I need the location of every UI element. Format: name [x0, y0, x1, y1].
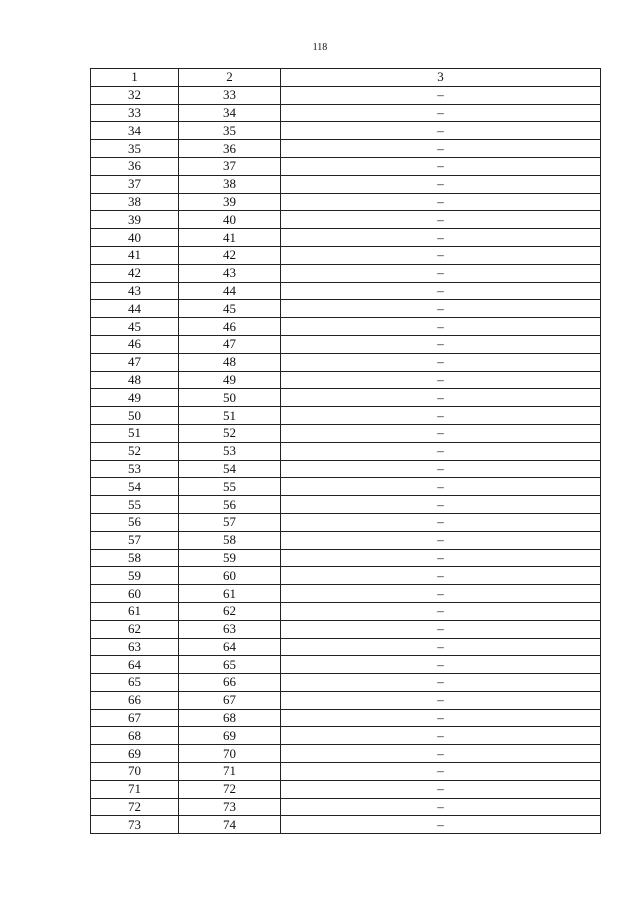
table-cell-col-1: 35: [91, 140, 179, 158]
table-row: [91, 780, 601, 798]
table-cell-col-2: 51: [179, 407, 281, 425]
table-cell-col-3: –: [281, 763, 601, 781]
table-row: [91, 407, 601, 425]
table-row: [91, 246, 601, 264]
table-cell-col-3: –: [281, 496, 601, 514]
table-row: [91, 513, 601, 531]
table-row: [91, 460, 601, 478]
table-cell-col-2: 67: [179, 691, 281, 709]
table-cell-col-3: –: [281, 691, 601, 709]
column-header-1: 1: [91, 69, 179, 87]
table-cell-col-1: 54: [91, 478, 179, 496]
table-row: [91, 549, 601, 567]
table-cell-col-1: 46: [91, 335, 179, 353]
table-cell-col-1: 55: [91, 496, 179, 514]
table-row: [91, 638, 601, 656]
table-cell-col-3: –: [281, 264, 601, 282]
table-row: [91, 211, 601, 229]
table-row: [91, 691, 601, 709]
table-cell-col-3: –: [281, 175, 601, 193]
table-cell-col-3: –: [281, 353, 601, 371]
table-cell-col-2: 38: [179, 175, 281, 193]
table-cell-col-1: 73: [91, 816, 179, 834]
table-cell-col-2: 40: [179, 211, 281, 229]
table-cell-col-2: 41: [179, 229, 281, 247]
table-row: [91, 763, 601, 781]
table-cell-col-2: 63: [179, 620, 281, 638]
table-row: [91, 229, 601, 247]
table-cell-col-1: 58: [91, 549, 179, 567]
table-row: [91, 567, 601, 585]
table-row: [91, 264, 601, 282]
table-row: [91, 656, 601, 674]
table-cell-col-2: 74: [179, 816, 281, 834]
table-cell-col-2: 39: [179, 193, 281, 211]
table-cell-col-1: 61: [91, 602, 179, 620]
table-cell-col-3: –: [281, 745, 601, 763]
table-cell-col-2: 42: [179, 246, 281, 264]
table-cell-col-2: 70: [179, 745, 281, 763]
table-cell-col-3: –: [281, 407, 601, 425]
table-cell-col-1: 68: [91, 727, 179, 745]
table-cell-col-2: 66: [179, 674, 281, 692]
table-cell-col-3: –: [281, 140, 601, 158]
page-number: 118: [312, 42, 328, 53]
table-cell-col-3: –: [281, 335, 601, 353]
table-cell-col-1: 69: [91, 745, 179, 763]
table-cell-col-3: –: [281, 193, 601, 211]
column-header-3: 3: [281, 69, 601, 87]
table-row: [91, 157, 601, 175]
table-cell-col-3: –: [281, 389, 601, 407]
table-cell-col-2: 55: [179, 478, 281, 496]
table-row: [91, 122, 601, 140]
table-row: [91, 104, 601, 122]
table-cell-col-2: 59: [179, 549, 281, 567]
table-cell-col-1: 43: [91, 282, 179, 300]
table-row: [91, 674, 601, 692]
table-row: [91, 478, 601, 496]
table-cell-col-3: –: [281, 620, 601, 638]
table-cell-col-3: –: [281, 104, 601, 122]
table-cell-col-3: –: [281, 780, 601, 798]
table-cell-col-1: 34: [91, 122, 179, 140]
table-cell-col-2: 56: [179, 496, 281, 514]
table-row: [91, 709, 601, 727]
table-cell-col-2: 72: [179, 780, 281, 798]
table-cell-col-1: 36: [91, 157, 179, 175]
table-cell-col-1: 63: [91, 638, 179, 656]
table-cell-col-1: 32: [91, 86, 179, 104]
table-cell-col-2: 61: [179, 585, 281, 603]
table-body: [91, 86, 601, 833]
table-cell-col-3: –: [281, 122, 601, 140]
table-cell-col-2: 46: [179, 318, 281, 336]
table-cell-col-1: 60: [91, 585, 179, 603]
table-row: [91, 531, 601, 549]
table-cell-col-3: –: [281, 513, 601, 531]
table-cell-col-2: 57: [179, 513, 281, 531]
table-cell-col-1: 71: [91, 780, 179, 798]
table-row: [91, 86, 601, 104]
table-cell-col-2: 35: [179, 122, 281, 140]
table-cell-col-1: 49: [91, 389, 179, 407]
table-cell-col-2: 50: [179, 389, 281, 407]
table-cell-col-1: 52: [91, 442, 179, 460]
table-cell-col-3: –: [281, 282, 601, 300]
table-cell-col-2: 71: [179, 763, 281, 781]
table-cell-col-1: 37: [91, 175, 179, 193]
table-row: [91, 442, 601, 460]
table-row: [91, 389, 601, 407]
table-row: [91, 282, 601, 300]
table-cell-col-3: –: [281, 211, 601, 229]
table-cell-col-3: –: [281, 709, 601, 727]
table-cell-col-3: –: [281, 371, 601, 389]
table-cell-col-3: –: [281, 157, 601, 175]
table-cell-col-3: –: [281, 549, 601, 567]
table-cell-col-2: 58: [179, 531, 281, 549]
table-cell-col-1: 45: [91, 318, 179, 336]
table-cell-col-2: 62: [179, 602, 281, 620]
table-cell-col-1: 42: [91, 264, 179, 282]
table-row: [91, 318, 601, 336]
table-cell-col-3: –: [281, 442, 601, 460]
table-cell-col-2: 36: [179, 140, 281, 158]
table-cell-col-2: 65: [179, 656, 281, 674]
table-cell-col-2: 47: [179, 335, 281, 353]
table-cell-col-1: 53: [91, 460, 179, 478]
table-cell-col-1: 65: [91, 674, 179, 692]
table-header-row: [91, 69, 601, 87]
table-row: [91, 371, 601, 389]
table-row: [91, 496, 601, 514]
table-cell-col-3: –: [281, 478, 601, 496]
table-cell-col-3: –: [281, 602, 601, 620]
table-cell-col-3: –: [281, 567, 601, 585]
table-cell-col-1: 41: [91, 246, 179, 264]
table-cell-col-2: 69: [179, 727, 281, 745]
table-cell-col-1: 39: [91, 211, 179, 229]
table-cell-col-2: 68: [179, 709, 281, 727]
table-cell-col-2: 54: [179, 460, 281, 478]
table-row: [91, 620, 601, 638]
table-cell-col-2: 37: [179, 157, 281, 175]
column-header-2: 2: [179, 69, 281, 87]
table-cell-col-1: 62: [91, 620, 179, 638]
table-cell-col-2: 52: [179, 424, 281, 442]
table-cell-col-2: 53: [179, 442, 281, 460]
table-cell-col-3: –: [281, 246, 601, 264]
table-row: [91, 798, 601, 816]
table-cell-col-1: 59: [91, 567, 179, 585]
table-cell-col-3: –: [281, 585, 601, 603]
table-cell-col-1: 72: [91, 798, 179, 816]
table-cell-col-1: 48: [91, 371, 179, 389]
table-cell-col-3: –: [281, 656, 601, 674]
table-cell-col-3: –: [281, 318, 601, 336]
table-row: [91, 816, 601, 834]
table-cell-col-3: –: [281, 229, 601, 247]
data-table: [90, 68, 601, 834]
table-cell-col-3: –: [281, 86, 601, 104]
table-cell-col-1: 50: [91, 407, 179, 425]
table-cell-col-1: 56: [91, 513, 179, 531]
table-cell-col-3: –: [281, 531, 601, 549]
table-row: [91, 175, 601, 193]
table-cell-col-3: –: [281, 798, 601, 816]
table-cell-col-3: –: [281, 674, 601, 692]
table-cell-col-2: 48: [179, 353, 281, 371]
table-cell-col-2: 49: [179, 371, 281, 389]
table-cell-col-3: –: [281, 816, 601, 834]
table-cell-col-1: 66: [91, 691, 179, 709]
table-cell-col-2: 60: [179, 567, 281, 585]
table-cell-col-1: 40: [91, 229, 179, 247]
table-row: [91, 300, 601, 318]
table-cell-col-2: 64: [179, 638, 281, 656]
table-cell-col-2: 45: [179, 300, 281, 318]
table-cell-col-3: –: [281, 638, 601, 656]
table-cell-col-1: 70: [91, 763, 179, 781]
table-row: [91, 140, 601, 158]
table-cell-col-2: 44: [179, 282, 281, 300]
table-row: [91, 727, 601, 745]
table-row: [91, 585, 601, 603]
table-row: [91, 193, 601, 211]
table-cell-col-1: 57: [91, 531, 179, 549]
table-cell-col-3: –: [281, 460, 601, 478]
table-cell-col-1: 64: [91, 656, 179, 674]
table-cell-col-2: 34: [179, 104, 281, 122]
table-cell-col-1: 33: [91, 104, 179, 122]
table-cell-col-1: 51: [91, 424, 179, 442]
table-cell-col-3: –: [281, 727, 601, 745]
table-cell-col-2: 43: [179, 264, 281, 282]
table-row: [91, 353, 601, 371]
table-cell-col-1: 44: [91, 300, 179, 318]
table-cell-col-2: 33: [179, 86, 281, 104]
table-row: [91, 602, 601, 620]
table-row: [91, 424, 601, 442]
table-row: [91, 745, 601, 763]
table-cell-col-1: 47: [91, 353, 179, 371]
table-row: [91, 335, 601, 353]
table-cell-col-3: –: [281, 300, 601, 318]
table-cell-col-1: 38: [91, 193, 179, 211]
table-cell-col-3: –: [281, 424, 601, 442]
table-cell-col-1: 67: [91, 709, 179, 727]
table-cell-col-2: 73: [179, 798, 281, 816]
